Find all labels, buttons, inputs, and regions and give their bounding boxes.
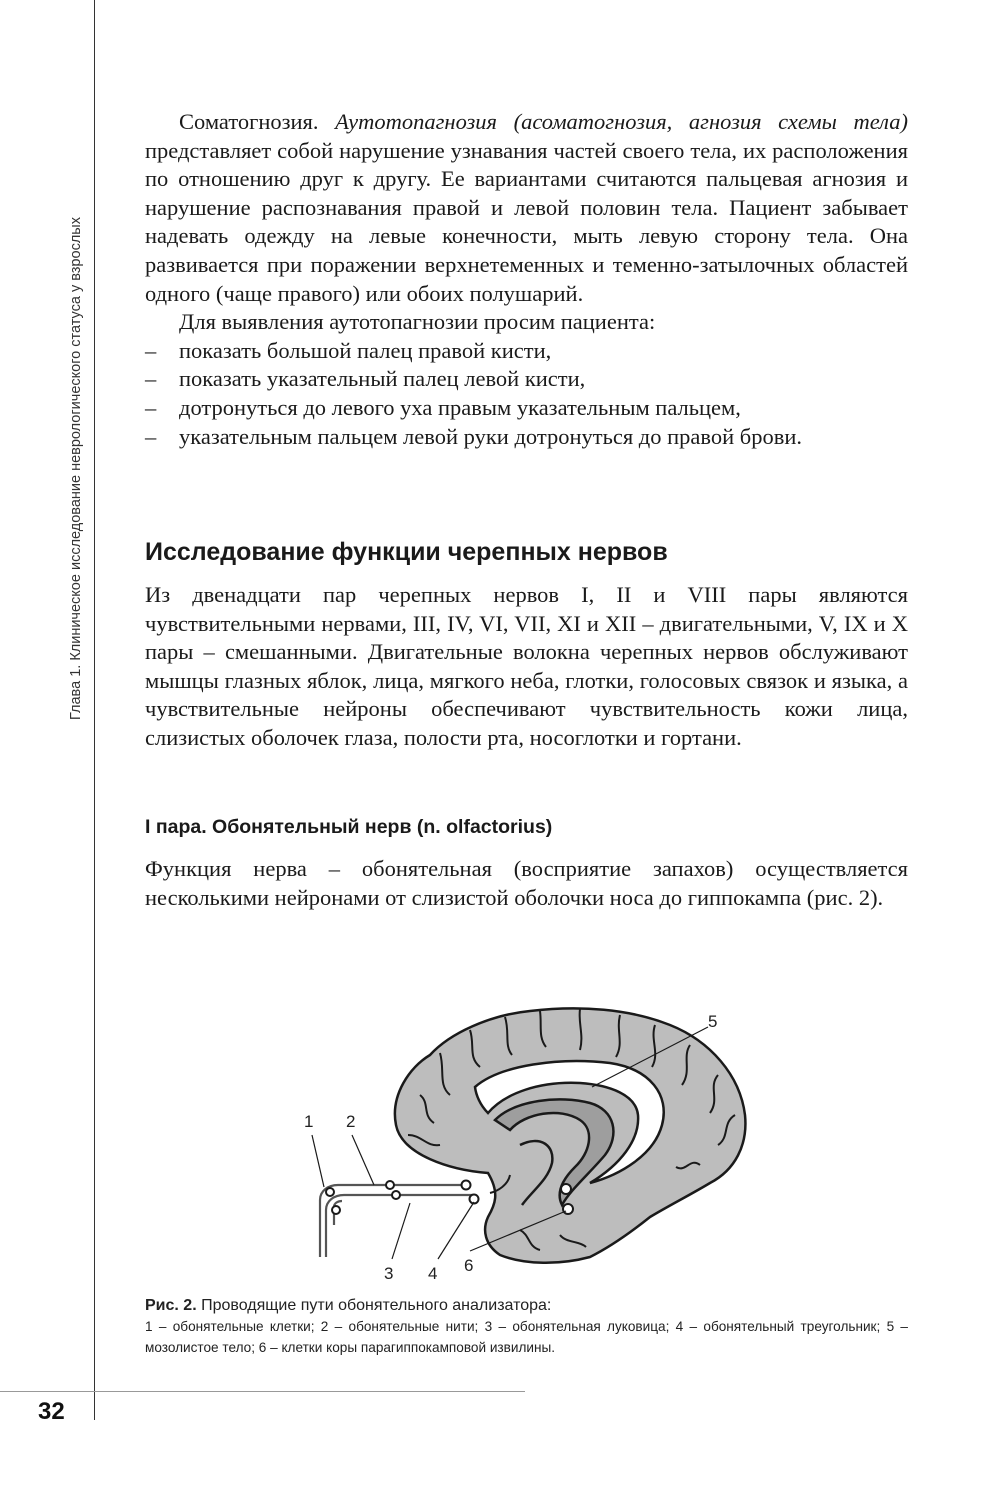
list-item <box>145 423 908 452</box>
section-paragraph: Из двенадцати пар черепных нервов I, II и VIII пары являются чувствительными нервами, III, IV, VI, VII, XI и XII – двигательными, V, IX и X пары – смешанными. Двигательные волокна черепных нервов обслуживают мышцы глазных яблок, лица, мягкого неба, глотки, голосовых связок и языка, а чувствительные нейроны обеспечивают чувствительность кожи лица, слизистых оболочек глаза, полости рта, носоглотки и гортани. <box>145 582 908 750</box>
subsection-paragraph: Функция нерва – обонятельная (восприятие запахов) осуществляется несколькими нейронами от слизистой оболочки носа до гиппокампа (рис. 2). <box>145 856 908 910</box>
olfactory-section <box>145 816 908 912</box>
label-6: 6 <box>464 1256 474 1275</box>
somatognosia-section <box>145 108 908 451</box>
label-3: 3 <box>384 1264 394 1283</box>
dash-mark: – <box>145 394 157 420</box>
list-item-text: показать указательный палец левой кисти, <box>179 366 586 392</box>
somatognosia-paragraph <box>145 108 908 308</box>
test-intro: Для выявления аутотопагнозии просим пациента: <box>179 309 656 335</box>
dash-mark: – <box>145 423 157 449</box>
label-5: 5 <box>708 1012 718 1031</box>
figure-caption <box>145 1296 908 1358</box>
label-4: 4 <box>428 1264 438 1283</box>
dash-mark: – <box>145 366 157 392</box>
somatognosia-term: Аутотопагнозия (асоматогнозия, агнозия схемы тела) <box>335 109 909 134</box>
olfactory-pathway-figure <box>290 995 760 1290</box>
label-1: 1 <box>304 1112 314 1131</box>
list-item <box>145 394 908 423</box>
somatognosia-body: представляет собой нарушение узнавания частей своего тела, их расположения по отношению друг к другу. Ее вариантами считаются пальцевая агнозия и нарушение распознавания правой и левой половин тела. Пациент забывает надевать одежду на левые конечности, мыть левую сторону тела. Она развивается при поражении верхнетеменных и теменно-затылочных областей одного (чаще правого) или обоих полушарий. <box>145 137 908 306</box>
list-item <box>145 365 908 394</box>
list-item <box>145 337 908 366</box>
cranial-nerves-section <box>145 538 908 753</box>
caption-label: Рис. 2. <box>145 1297 197 1314</box>
label-2: 2 <box>346 1112 356 1131</box>
page-number: 32 <box>38 1398 65 1425</box>
caption-title-text: Проводящие пути обонятельного анализатора: <box>196 1297 552 1314</box>
margin-rule-vertical <box>94 0 95 1420</box>
dash-mark: – <box>145 337 157 363</box>
somatognosia-lead: Соматогнозия. <box>179 109 336 134</box>
list-item-text: дотронуться до левого уха правым указательным пальцем, <box>179 394 741 420</box>
caption-legend: 1 – обонятельные клетки; 2 – обонятельные нити; 3 – обонятельная луковица; 4 – обонятельный треугольник; 5 – мозолистое тело; 6 – клетки коры парагиппокамповой извилины. <box>145 1319 908 1355</box>
footer-rule <box>0 1391 525 1392</box>
running-head: Глава 1. Клиническое исследование неврологического статуса у взрослых <box>68 217 84 720</box>
brain-hemisphere <box>395 1008 746 1262</box>
test-list <box>145 337 908 451</box>
list-item-text: указательным пальцем левой руки дотронуться до правой брови. <box>179 423 803 449</box>
caption-title <box>145 1296 908 1316</box>
list-item-text: показать большой палец правой кисти, <box>179 337 552 363</box>
subsection-heading: I пара. Обонятельный нерв (n. olfactorius) <box>145 816 553 838</box>
section-heading: Исследование функции черепных нервов <box>145 538 668 566</box>
